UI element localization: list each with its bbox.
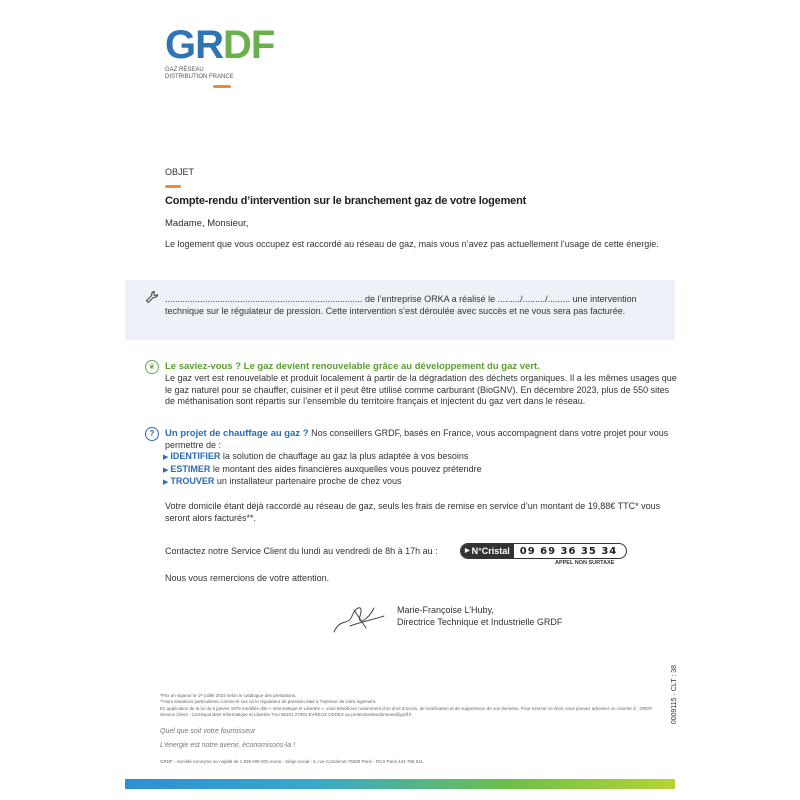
document-side-code: 0009115 · CLT : 38 (671, 665, 678, 725)
list-item (163, 451, 482, 464)
slogan-energie: L’énergie est notre avenir, économisons-la ! (160, 742, 296, 749)
project-bullets (163, 451, 482, 489)
logo-subtitle-1: GAZ RÉSEAU (165, 67, 204, 73)
project-paragraph (165, 428, 680, 451)
grdf-logo (165, 25, 295, 85)
bullet-keyword: ESTIMER (170, 463, 211, 474)
list-item (163, 476, 482, 489)
footnote-privacy: En application de la loi du 6 janvier 1978 modifiée dite « Informatique et Libertés », vous bénéficiez notamment d’un droit d’accès, de rectification et de suppression de vos données. Pour exercer ce droit, vous pouvez adresser un courrier à : GRDF Service Client - Correspondant Informatique et Libertés TSA 85101 27091 EVREUX CEDEX ou protectiondesdonnees@grdf.fr (160, 706, 653, 717)
domicile-paragraph: Votre domicile étant déjà raccordé au réseau de gaz, seuls les frais de remise en service d’un montant de 19,88€ TTC* vous seront alors facturés**. (165, 501, 661, 523)
logo-subtitle-2: DISTRIBUTION FRANCE (165, 74, 234, 80)
triangle-bullet-icon: ▶ (163, 466, 169, 474)
logo-accent-bar (213, 85, 231, 88)
bullet-text: le montant des aides financières auxquelles vous pouvez prétendre (210, 463, 482, 474)
intro-paragraph: Le logement que vous occupez est raccordé au réseau de gaz, mais vous n’avez pas actuellement l’usage de cette énergie. (165, 239, 659, 249)
footnote-price: *Prix en vigueur le 1ᵉʳ juillet 2022 selon le catalogue des prestations. (160, 693, 297, 698)
cristal-label: N°Cristal (471, 546, 510, 556)
wrench-icon (145, 290, 159, 307)
project-title: Un projet de chauffage au gaz ? (165, 428, 309, 439)
legal-mention: GRDF - Société Anonyme au capital de 1 839 695 000 euros - Siège social : 6, rue Condorcet 75009 Paris - RCS Paris 444 786 511. (160, 759, 425, 764)
play-icon: ▶ (465, 548, 470, 554)
letter-subject: Compte-rendu d’intervention sur le branchement gaz de votre logement (165, 195, 527, 207)
bullet-keyword: IDENTIFIER (170, 451, 221, 461)
bullet-text: la solution de chauffage au gaz la plus adaptée à vos besoins (220, 451, 469, 461)
green-gas-body: Le gaz vert est renouvelable et produit localement à partir de la dégradation des déchets organiques. Il a les mêmes usages que le gaz naturel pour se chauffer, cuisiner et il peut être utilisé comme carburant (BioGNV). En décembre 2023, plus de 550 sites de méthanisation sont répartis sur l’ensemble du territoire français et injectent du gaz vert dans le réseau. (165, 373, 677, 406)
triangle-bullet-icon: ▶ (163, 479, 169, 486)
logo-df: DF (223, 23, 275, 67)
objet-accent-bar (165, 185, 181, 188)
handwritten-signature (330, 598, 390, 638)
footnote-situations: **Hors situations particulières comme le cas où le régulateur de pression était à l’intérieur de votre logement. (160, 699, 377, 704)
leaf-icon: ❦ (145, 360, 159, 374)
cristal-phone-badge[interactable] (460, 543, 627, 559)
greeting: Madame, Monsieur, (165, 218, 249, 229)
intervention-text: ............................................................................... de l’entreprise ORKA a réalisé le ........./........./......... une intervention technique sur le régulateur de pression. Cette intervention s’est déroulée avec succès et ne vous sera pas facturée. (165, 294, 637, 316)
contact-text: Contactez notre Service Client du lundi au vendredi de 8h à 17h au : (165, 546, 438, 556)
logo-gr: GR (165, 23, 223, 67)
question-icon: ? (145, 427, 159, 441)
bullet-keyword: TROUVER (170, 476, 215, 486)
project-body: Nos conseillers GRDF, basés en France, vous accompagnent dans votre projet pour vous permettre de : (165, 428, 669, 450)
green-gas-title: Le saviez-vous ? Le gaz devient renouvelable grâce au développement du gaz vert. (165, 361, 540, 372)
signer-name: Marie-Françoise L’Huby, (397, 605, 494, 615)
signer-title: Directrice Technique et Industrielle GRDF (397, 617, 563, 627)
slogan-fournisseur: Quel que soit votre fournisseur (160, 728, 256, 735)
letter-page (125, 0, 675, 800)
bullet-text: un installateur partenaire proche de chez vous (214, 476, 402, 486)
list-item (163, 464, 482, 477)
thanks-text: Nous vous remercions de votre attention. (165, 573, 330, 583)
cristal-phone-number[interactable]: 09 69 36 35 34 (519, 545, 618, 557)
signer-block (397, 604, 562, 628)
footer-gradient-bar (125, 779, 675, 789)
cristal-label-block (461, 544, 514, 558)
objet-label: OBJET (165, 167, 195, 177)
triangle-bullet-icon: ▶ (163, 454, 169, 461)
non-surtaxe-label: APPEL NON SURTAXE (555, 560, 615, 566)
